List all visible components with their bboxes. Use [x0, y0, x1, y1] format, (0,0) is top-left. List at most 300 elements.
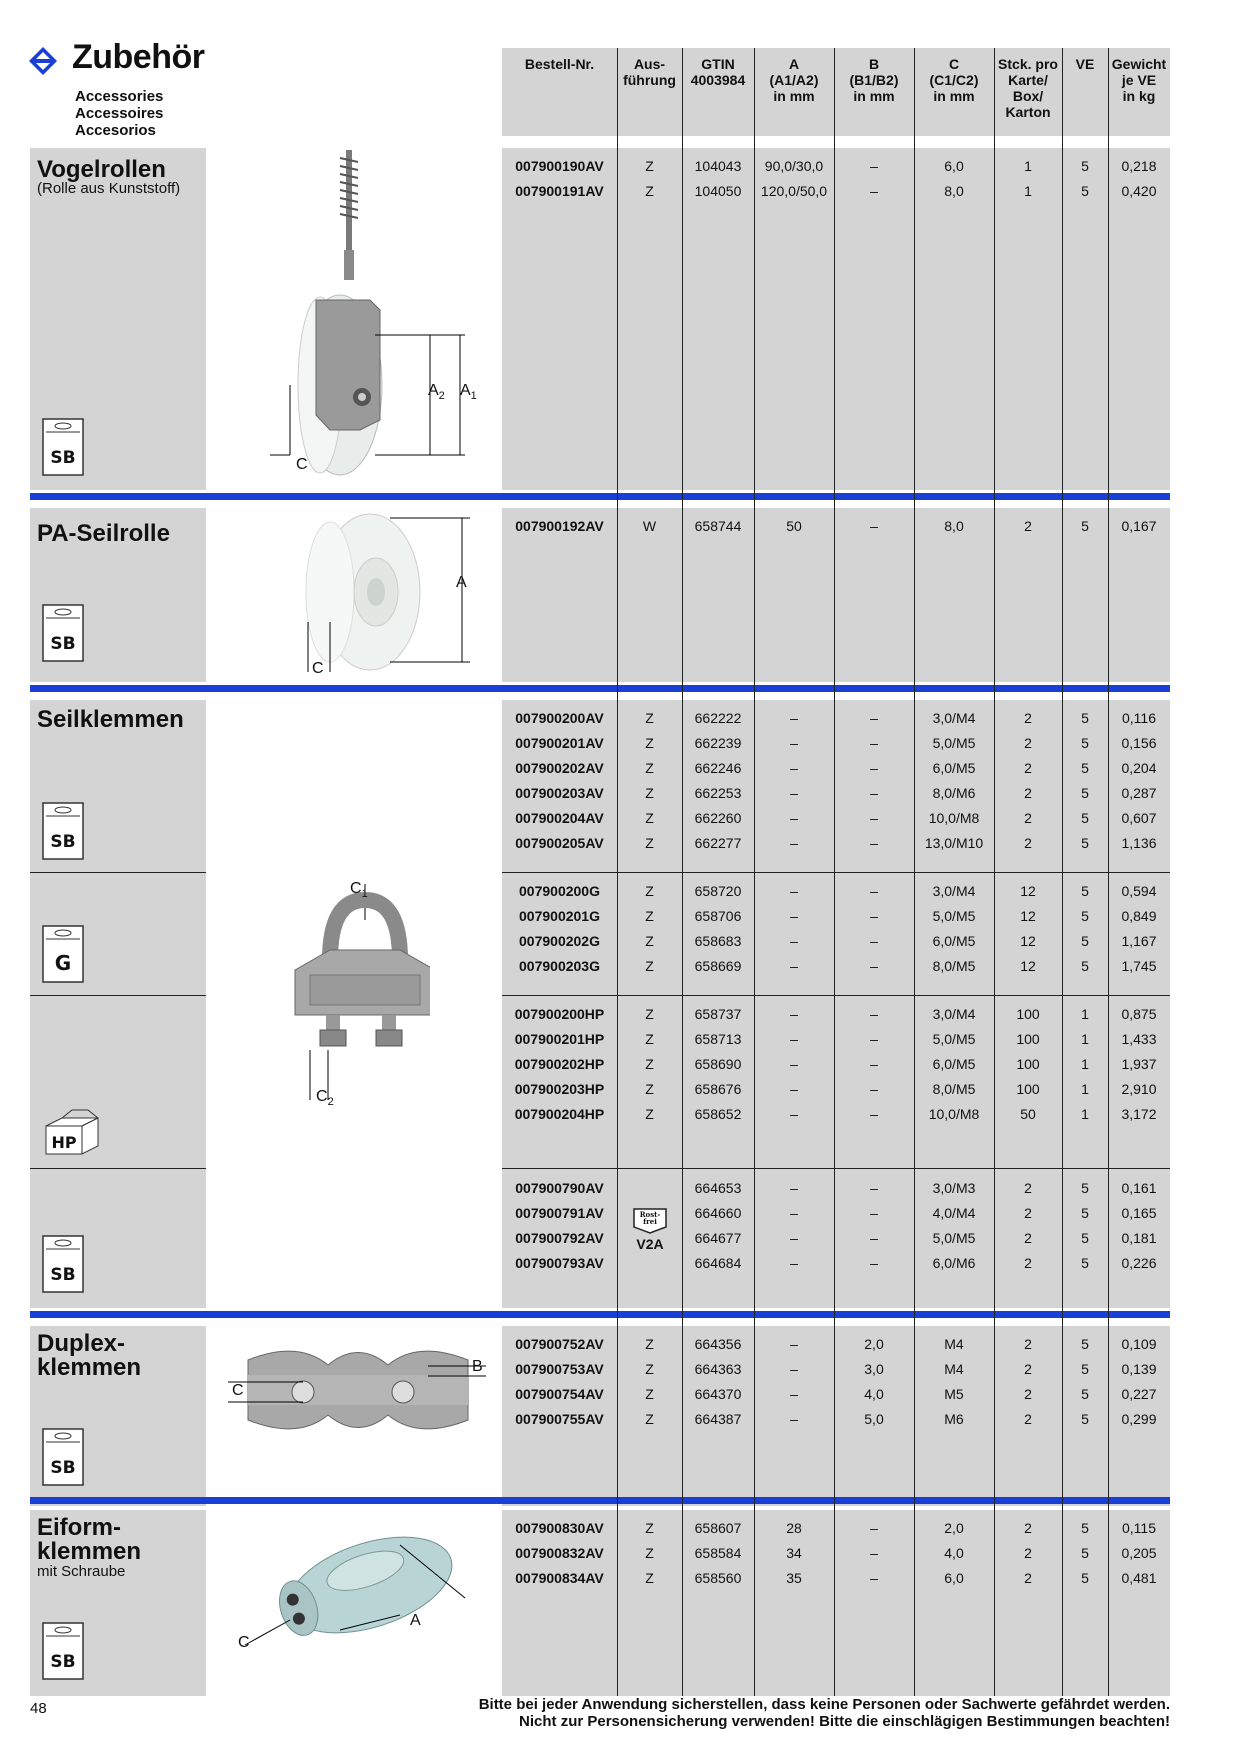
rostfrei-stamp-icon: Rost-frei	[632, 1205, 668, 1235]
cell-dim-a: –	[790, 883, 798, 899]
table-row	[502, 1336, 1170, 1361]
cell-weight: 1,433	[1121, 1031, 1157, 1047]
cell-gtin: 658690	[694, 1056, 742, 1072]
table-column-divider	[617, 48, 618, 1696]
cell-ve: 5	[1081, 1180, 1089, 1196]
cell-design: Z	[645, 1411, 654, 1427]
cell-ve: 5	[1081, 1411, 1089, 1427]
cell-weight: 0,116	[1122, 710, 1156, 726]
cell-ve: 5	[1081, 1230, 1089, 1246]
cell-order-no: 007900204HP	[514, 1106, 605, 1122]
table-row	[502, 1106, 1170, 1131]
table-row	[502, 785, 1170, 810]
cell-gtin: 658652	[694, 1106, 742, 1122]
table-row	[502, 1180, 1170, 1205]
cell-ve: 5	[1081, 933, 1089, 949]
cell-dim-a: –	[790, 1180, 798, 1196]
cell-dim-c: 8,0	[944, 183, 964, 199]
cell-pieces: 2	[1024, 1570, 1032, 1586]
table-row	[502, 760, 1170, 785]
cell-pieces: 2	[1024, 735, 1032, 751]
cell-pieces: 2	[1024, 1411, 1032, 1427]
cell-gtin: 658607	[694, 1520, 742, 1536]
section-title-line1: Duplex-	[37, 1330, 126, 1357]
cell-ve: 5	[1081, 785, 1089, 801]
table-row	[502, 1570, 1170, 1595]
cell-gtin: 658744	[694, 518, 742, 534]
table-row	[502, 810, 1170, 835]
cell-dim-b: –	[870, 835, 878, 851]
section-title: Seilklemmen	[37, 706, 184, 733]
col-header-ve: VE	[1075, 56, 1095, 72]
cell-design: Z	[645, 1361, 654, 1377]
cell-dim-c: 5,0/M5	[932, 735, 976, 751]
col-header-b: B (B1/B2) in mm	[849, 56, 899, 104]
cell-dim-a: –	[790, 1386, 798, 1402]
cell-dim-c: M4	[944, 1361, 964, 1377]
dim-label-c: C	[312, 660, 324, 677]
cell-ve: 5	[1081, 1205, 1089, 1221]
cell-order-no: 007900200HP	[514, 1006, 605, 1022]
cell-design: Z	[645, 835, 654, 851]
cell-ve: 5	[1081, 1386, 1089, 1402]
cell-design: Z	[645, 1106, 654, 1122]
dim-label-a1: $A_1$	[460, 382, 477, 403]
cell-design: Z	[645, 958, 654, 974]
cell-dim-a: 34	[786, 1545, 802, 1561]
cell-gtin: 658584	[694, 1545, 742, 1561]
cell-gtin: 104050	[694, 183, 742, 199]
cell-pieces: 100	[1016, 1081, 1040, 1097]
svg-text:SB: SB	[50, 634, 76, 654]
cell-order-no: 007900201G	[519, 908, 600, 924]
dim-label-c1: $C_1$	[350, 880, 368, 901]
svg-text:SB: SB	[50, 1265, 76, 1285]
table-row	[502, 1411, 1170, 1436]
cell-dim-c: 6,0/M5	[932, 933, 976, 949]
cell-dim-a: 28	[786, 1520, 802, 1536]
section-divider	[30, 493, 1170, 500]
cell-dim-b: –	[870, 1006, 878, 1022]
cell-dim-c: 8,0	[944, 518, 964, 534]
cell-pieces: 2	[1024, 785, 1032, 801]
table-row	[502, 735, 1170, 760]
cell-gtin: 662277	[694, 835, 742, 851]
col-header-gtin: GTIN 4003984	[690, 56, 746, 88]
cell-weight: 0,420	[1121, 183, 1157, 199]
dim-label-c: C	[232, 1382, 244, 1399]
table-column-divider	[754, 48, 755, 1696]
cell-design: W	[642, 518, 657, 534]
group-separator	[502, 872, 1170, 873]
cell-order-no: 007900203AV	[515, 785, 604, 801]
sb-package-icon	[42, 418, 84, 481]
svg-text:SB: SB	[50, 1458, 76, 1478]
cell-weight: 1,167	[1121, 933, 1157, 949]
cell-order-no: 007900200G	[519, 883, 600, 899]
cell-dim-b: –	[870, 1205, 878, 1221]
cell-dim-a: –	[790, 785, 798, 801]
table-row	[502, 183, 1170, 208]
dim-label-b: B	[472, 1358, 483, 1375]
cell-order-no: 007900205AV	[515, 835, 604, 851]
cell-ve: 1	[1081, 1056, 1089, 1072]
cell-dim-c: M4	[944, 1336, 964, 1352]
table-row	[502, 158, 1170, 183]
cell-pieces: 2	[1024, 1386, 1032, 1402]
cell-dim-b: –	[870, 933, 878, 949]
cell-ve: 5	[1081, 1361, 1089, 1377]
cell-ve: 5	[1081, 183, 1089, 199]
group-separator	[502, 995, 1170, 996]
cell-order-no: 007900792AV	[515, 1230, 604, 1246]
safety-note	[479, 1696, 1170, 1730]
cell-dim-b: –	[870, 1180, 878, 1196]
cell-pieces: 2	[1024, 1230, 1032, 1246]
cell-ve: 5	[1081, 883, 1089, 899]
cell-dim-a: 50	[786, 518, 802, 534]
cell-dim-c: 6,0/M5	[932, 1056, 976, 1072]
cell-pieces: 2	[1024, 1545, 1032, 1561]
cell-dim-a: –	[790, 835, 798, 851]
cell-gtin: 658706	[694, 908, 742, 924]
svg-text:SB: SB	[50, 448, 76, 468]
cell-order-no: 007900830AV	[515, 1520, 604, 1536]
svg-text:SB: SB	[50, 832, 76, 852]
table-column-divider	[914, 48, 915, 1696]
cell-weight: 0,226	[1121, 1255, 1157, 1271]
cell-dim-c: 8,0/M5	[932, 958, 976, 974]
cell-dim-b: –	[870, 958, 878, 974]
cell-order-no: 007900201HP	[514, 1031, 605, 1047]
cell-weight: 0,227	[1121, 1386, 1157, 1402]
table-row	[502, 1545, 1170, 1570]
table-row	[502, 1230, 1170, 1255]
cell-pieces: 2	[1024, 1255, 1032, 1271]
section-title-line2: klemmen	[37, 1354, 142, 1381]
cell-pieces: 2	[1024, 1520, 1032, 1536]
cell-dim-c: 10,0/M8	[928, 810, 980, 826]
cell-pieces: 2	[1024, 518, 1032, 534]
cell-weight: 0,156	[1121, 735, 1157, 751]
subtitle-fr: Accessoires	[75, 105, 164, 122]
cell-weight: 0,607	[1121, 810, 1157, 826]
cell-pieces: 12	[1020, 933, 1036, 949]
page-subtitles	[75, 88, 163, 139]
cell-dim-a: –	[790, 735, 798, 751]
cell-ve: 5	[1081, 1255, 1089, 1271]
cell-dim-c: 5,0/M5	[932, 1031, 976, 1047]
sb-package-icon	[42, 802, 84, 865]
cell-ve: 5	[1081, 518, 1089, 534]
cell-dim-a: –	[790, 1361, 798, 1377]
cell-dim-c: 3,0/M4	[932, 1006, 976, 1022]
section-title-line1: Eiform-	[37, 1514, 121, 1541]
seilklemme-product-image	[290, 880, 430, 1110]
vogelrolle-product-image	[270, 150, 480, 480]
table-row	[502, 958, 1170, 983]
cell-gtin: 658560	[694, 1570, 742, 1586]
cell-ve: 1	[1081, 1081, 1089, 1097]
table-row	[502, 1520, 1170, 1545]
cell-pieces: 2	[1024, 835, 1032, 851]
cell-ve: 5	[1081, 1545, 1089, 1561]
cell-ve: 1	[1081, 1031, 1089, 1047]
cell-pieces: 100	[1016, 1056, 1040, 1072]
cell-order-no: 007900832AV	[515, 1545, 604, 1561]
sb-package-icon	[42, 604, 84, 667]
cell-order-no: 007900202HP	[514, 1056, 605, 1072]
table-row	[502, 518, 1170, 543]
eiformklemme-product-image	[240, 1520, 490, 1650]
section-divider	[30, 1311, 1170, 1318]
cell-dim-b: –	[870, 810, 878, 826]
cell-pieces: 100	[1016, 1031, 1040, 1047]
section-seilklemmen-table	[502, 700, 1170, 1308]
cell-design: Z	[645, 1336, 654, 1352]
cell-pieces: 50	[1020, 1106, 1036, 1122]
safety-note-line2: Nicht zur Personensicherung verwenden! Bitte die einschlägigen Bestimmungen beachten!	[519, 1713, 1170, 1730]
cell-ve: 5	[1081, 1570, 1089, 1586]
section-subtitle: mit Schraube	[37, 1563, 126, 1580]
cell-order-no: 007900201AV	[515, 735, 604, 751]
section-seilklemmen-label	[30, 700, 206, 1308]
cell-dim-c: 3,0/M4	[932, 883, 976, 899]
section-eiformklemmen-table	[502, 1510, 1170, 1696]
cell-gtin: 658713	[694, 1031, 742, 1047]
cell-design: Z	[645, 760, 654, 776]
cell-dim-b: 5,0	[864, 1411, 884, 1427]
cell-dim-a: –	[790, 810, 798, 826]
table-row	[502, 835, 1170, 860]
dim-label-a: A	[410, 1612, 421, 1629]
group-separator	[30, 995, 206, 996]
section-divider	[30, 1497, 1170, 1504]
col-header-design: Aus- führung	[623, 56, 676, 88]
cell-order-no: 007900754AV	[515, 1386, 604, 1402]
cell-order-no: 007900204AV	[515, 810, 604, 826]
cell-dim-b: –	[870, 1255, 878, 1271]
cell-pieces: 2	[1024, 710, 1032, 726]
cell-dim-b: –	[870, 1520, 878, 1536]
cell-dim-c: 3,0/M3	[932, 1180, 976, 1196]
cell-gtin: 662253	[694, 785, 742, 801]
cell-weight: 0,139	[1121, 1361, 1157, 1377]
cell-dim-a: –	[790, 933, 798, 949]
subtitle-en: Accessories	[75, 88, 164, 105]
cell-design: Z	[645, 1081, 654, 1097]
svg-text:G: G	[54, 951, 72, 975]
cell-dim-a: –	[790, 908, 798, 924]
cell-design: Z	[645, 158, 654, 174]
cell-ve: 5	[1081, 158, 1089, 174]
table-row	[502, 883, 1170, 908]
cell-pieces: 2	[1024, 1336, 1032, 1352]
cell-design: Z	[645, 1545, 654, 1561]
cell-dim-b: –	[870, 158, 878, 174]
cell-weight: 0,109	[1121, 1336, 1157, 1352]
cell-dim-a: –	[790, 1106, 798, 1122]
cell-dim-c: 4,0	[944, 1545, 964, 1561]
cell-order-no: 007900202AV	[515, 760, 604, 776]
section-pa-seilrolle-table	[502, 508, 1170, 682]
table-row	[502, 1056, 1170, 1081]
cell-pieces: 12	[1020, 883, 1036, 899]
section-title: Vogelrollen	[37, 156, 166, 183]
cell-gtin: 662239	[694, 735, 742, 751]
cell-design: Z	[645, 183, 654, 199]
svg-text:SB: SB	[50, 1652, 76, 1672]
cell-pieces: 2	[1024, 1205, 1032, 1221]
cell-dim-c: M5	[944, 1386, 964, 1402]
cell-pieces: 2	[1024, 1361, 1032, 1377]
cell-dim-c: 2,0	[944, 1520, 964, 1536]
cell-dim-a: –	[790, 760, 798, 776]
cell-weight: 0,181	[1121, 1230, 1157, 1246]
cell-dim-a: 120,0/50,0	[760, 183, 828, 199]
cell-dim-c: 3,0/M4	[932, 710, 976, 726]
table-column-divider	[834, 48, 835, 1696]
cell-order-no: 007900190AV	[515, 158, 604, 174]
cell-dim-a: –	[790, 1336, 798, 1352]
section-duplexklemmen-table	[502, 1326, 1170, 1506]
cell-design: Z	[645, 1386, 654, 1402]
cell-ve: 5	[1081, 958, 1089, 974]
table-column-divider	[994, 48, 995, 1696]
dim-label-a2: $A_2$	[428, 382, 445, 403]
table-row	[502, 1361, 1170, 1386]
cell-dim-a: –	[790, 710, 798, 726]
cell-order-no: 007900755AV	[515, 1411, 604, 1427]
cell-pieces: 12	[1020, 908, 1036, 924]
col-header-c: C (C1/C2) in mm	[929, 56, 979, 104]
cell-order-no: 007900192AV	[515, 518, 604, 534]
table-row	[502, 908, 1170, 933]
group-separator	[30, 872, 206, 873]
cell-design: Z	[645, 933, 654, 949]
cell-dim-c: M6	[944, 1411, 964, 1427]
table-row	[502, 1255, 1170, 1280]
cell-weight: 3,172	[1121, 1106, 1157, 1122]
cell-order-no: 007900790AV	[515, 1180, 604, 1196]
group-separator	[30, 1168, 206, 1169]
cell-order-no: 007900791AV	[515, 1205, 604, 1221]
cell-gtin: 664387	[694, 1411, 742, 1427]
dim-label-a: A	[456, 574, 467, 591]
subtitle-es: Accesorios	[75, 122, 156, 139]
table-row	[502, 1031, 1170, 1056]
cell-weight: 0,299	[1121, 1411, 1157, 1427]
cell-order-no: 007900752AV	[515, 1336, 604, 1352]
cell-dim-a: –	[790, 1056, 798, 1072]
section-divider	[30, 685, 1170, 692]
cell-weight: 1,136	[1121, 835, 1157, 851]
table-column-divider	[1062, 48, 1063, 1696]
cell-gtin: 664370	[694, 1386, 742, 1402]
cell-dim-c: 6,0	[944, 158, 964, 174]
cell-weight: 0,167	[1121, 518, 1157, 534]
cell-weight: 2,910	[1121, 1081, 1157, 1097]
sb-package-icon	[42, 1428, 84, 1491]
cell-weight: 0,204	[1121, 760, 1157, 776]
cell-pieces: 2	[1024, 760, 1032, 776]
cell-ve: 5	[1081, 835, 1089, 851]
cell-dim-b: –	[870, 760, 878, 776]
cell-gtin: 664653	[694, 1180, 742, 1196]
table-row	[502, 1006, 1170, 1031]
cell-weight: 1,937	[1121, 1056, 1157, 1072]
cell-gtin: 664356	[694, 1336, 742, 1352]
cell-weight: 0,849	[1121, 908, 1157, 924]
duplexklemme-product-image	[228, 1340, 488, 1440]
cell-gtin: 658720	[694, 883, 742, 899]
cell-pieces: 2	[1024, 810, 1032, 826]
cell-dim-a: –	[790, 1081, 798, 1097]
cell-dim-c: 6,0/M6	[932, 1255, 976, 1271]
cell-weight: 0,165	[1121, 1205, 1157, 1221]
cell-gtin: 658676	[694, 1081, 742, 1097]
cell-weight: 0,115	[1122, 1520, 1156, 1536]
cell-pieces: 100	[1016, 1006, 1040, 1022]
cell-dim-b: –	[870, 1081, 878, 1097]
cell-dim-a: –	[790, 1205, 798, 1221]
cell-weight: 0,161	[1121, 1180, 1157, 1196]
safety-note-line1: Bitte bei jeder Anwendung sicherstellen, dass keine Personen oder Sachwerte gefährdet werden.	[478, 1696, 1170, 1713]
cell-dim-b: –	[870, 183, 878, 199]
cell-ve: 5	[1081, 1336, 1089, 1352]
cell-dim-c: 5,0/M5	[932, 908, 976, 924]
cell-weight: 0,481	[1121, 1570, 1157, 1586]
cell-design: Z	[645, 1520, 654, 1536]
cell-design: Z	[645, 908, 654, 924]
pa-seilrolle-product-image	[290, 512, 480, 682]
cell-ve: 1	[1081, 1106, 1089, 1122]
section-subtitle: (Rolle aus Kunststoff)	[37, 180, 181, 197]
cell-dim-a: –	[790, 1230, 798, 1246]
cell-dim-b: –	[870, 735, 878, 751]
cell-design: Z	[645, 1570, 654, 1586]
col-header-order-no: Bestell-Nr.	[524, 56, 595, 72]
cell-design: Z	[645, 710, 654, 726]
col-header-weight: Gewicht je VE in kg	[1111, 56, 1167, 104]
cell-dim-b: –	[870, 1056, 878, 1072]
cell-ve: 5	[1081, 760, 1089, 776]
dim-label-c: C	[238, 1634, 250, 1651]
col-header-a: A (A1/A2) in mm	[769, 56, 819, 104]
cell-design: Z	[645, 1031, 654, 1047]
cell-order-no: 007900203G	[519, 958, 600, 974]
cell-pieces: 1	[1024, 183, 1032, 199]
table-row	[502, 710, 1170, 735]
cell-weight: 0,594	[1121, 883, 1157, 899]
cell-dim-b: 2,0	[864, 1336, 884, 1352]
cell-ve: 5	[1081, 710, 1089, 726]
cell-dim-b: –	[870, 785, 878, 801]
cell-dim-b: –	[870, 883, 878, 899]
cell-order-no: 007900753AV	[515, 1361, 604, 1377]
cell-dim-c: 13,0/M10	[924, 835, 984, 851]
cell-dim-b: –	[870, 1031, 878, 1047]
cell-dim-c: 4,0/M4	[932, 1205, 976, 1221]
cell-dim-a: 35	[786, 1570, 802, 1586]
hp-box-icon	[42, 1108, 102, 1163]
table-row	[502, 1081, 1170, 1106]
cell-order-no: 007900203HP	[514, 1081, 605, 1097]
cell-design: Z	[645, 1056, 654, 1072]
cell-order-no: 007900834AV	[515, 1570, 604, 1586]
cell-weight: 0,218	[1121, 158, 1157, 174]
cell-pieces: 1	[1024, 158, 1032, 174]
